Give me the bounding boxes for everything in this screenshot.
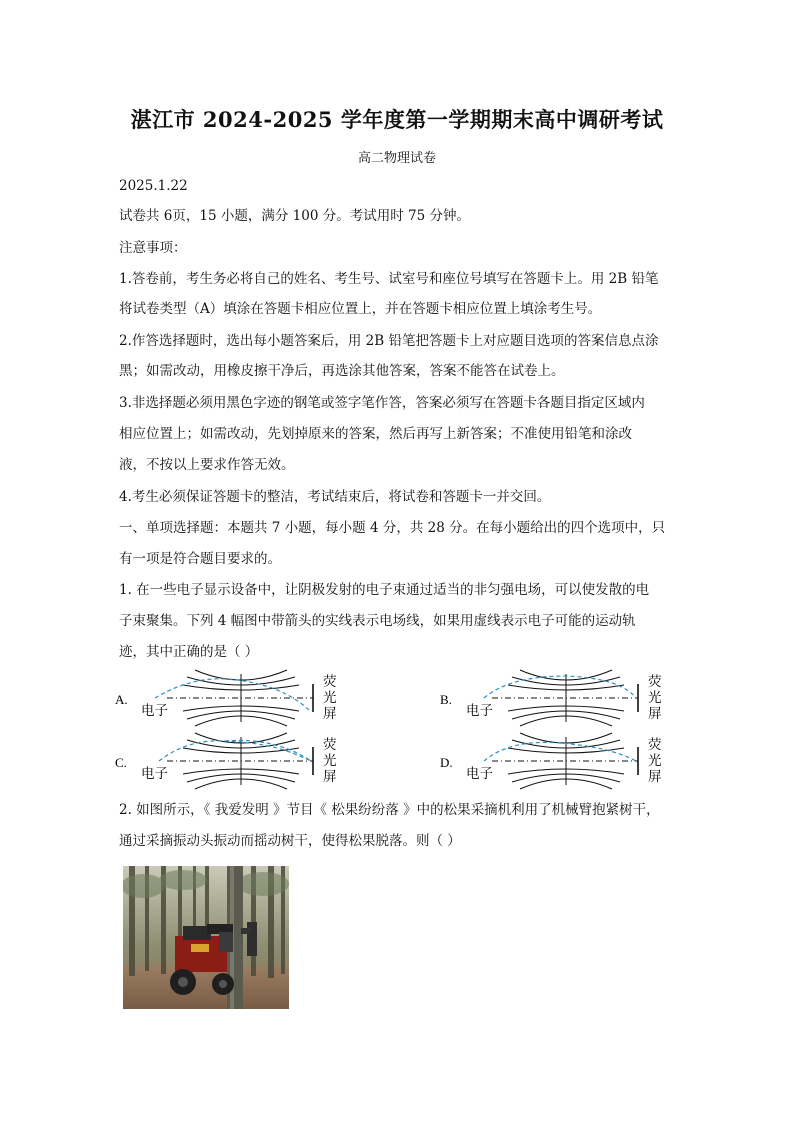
screen-label: 光	[648, 690, 662, 705]
screen-label: 屏	[323, 706, 337, 721]
option-c-diagram	[115, 731, 365, 793]
notes-line: 4.考生必须保证答题卡的整洁，考试结束后，将试卷和答题卡一并交回。	[119, 489, 551, 505]
question-2-text: 通过采摘振动头振动而摇动树干，使得松果脱落。则（ ）	[119, 833, 461, 849]
screen-label: 屏	[323, 769, 337, 784]
notes-heading: 注意事项：	[119, 240, 187, 256]
notes-line: 液，不按以上要求作答无效。	[119, 457, 295, 473]
question-2-text: 2. 如图所示，《 我爱发明 》节目《 松果纷纷落 》中的松果采摘机利用了机械臂抱紧树干，	[119, 802, 660, 818]
exam-summary: 试卷共 6页，15 小题，满分 100 分。考试用时 75 分钟。	[119, 208, 470, 224]
exam-date: 2025.1.22	[119, 178, 188, 194]
screen-label: 荧	[323, 674, 337, 689]
option-letter: A.	[115, 692, 128, 707]
option-letter: B.	[440, 692, 452, 707]
option-letter: D.	[440, 755, 453, 770]
option-a-diagram	[115, 668, 365, 730]
electron-label: 电子	[466, 766, 493, 781]
option-d-diagram	[440, 731, 690, 793]
option-b-diagram	[440, 668, 690, 730]
option-letter: C.	[115, 755, 127, 770]
page-subtitle: 高二物理试卷	[357, 151, 436, 166]
notes-line: 1.答卷前，考生务必将自己的姓名、考生号、试室号和座位号填写在答题卡上。用 2B 铅笔	[119, 271, 659, 287]
notes-line: 2.作答选择题时，选出每小题答案后，用 2B 铅笔把答题卡上对应题目选项的答案信息点涂	[119, 333, 659, 349]
page-title: 湛江市 2024-2025 学年度第一学期期末高中调研考试	[130, 107, 664, 132]
forest-harvester-photo	[123, 866, 289, 1009]
screen-label: 荧	[323, 737, 337, 752]
electron-label: 电子	[141, 703, 168, 718]
screen-label: 光	[648, 753, 662, 768]
electron-label: 电子	[141, 766, 168, 781]
screen-label: 荧	[648, 674, 662, 689]
section-heading: 有一项是符合题目要求的。	[119, 551, 281, 567]
screen-label: 光	[323, 753, 337, 768]
screen-label: 光	[323, 690, 337, 705]
electron-label: 电子	[466, 703, 493, 718]
screen-label: 荧	[648, 737, 662, 752]
screen-label: 屏	[648, 769, 662, 784]
question-1-text: 迹，其中正确的是（ ）	[119, 644, 259, 660]
question-1-text: 子束聚集。下列 4 幅图中带箭头的实线表示电场线，如果用虚线表示电子可能的运动轨	[119, 613, 636, 629]
screen-label: 屏	[648, 706, 662, 721]
notes-line: 3.非选择题必须用黑色字迹的钢笔或签字笔作答，答案必须写在答题卡各题目指定区域内	[119, 395, 645, 411]
question-1-text: 1. 在一些电子显示设备中，让阴极发射的电子束通过适当的非匀强电场，可以使发散的电	[119, 582, 650, 598]
notes-line: 黑；如需改动，用橡皮擦干净后，再选涂其他答案，答案不能答在试卷上。	[119, 363, 565, 379]
section-heading: 一、单项选择题：本题共 7 小题，每小题 4 分，共 28 分。在每小题给出的四个选项中，只	[119, 520, 666, 536]
notes-line: 将试卷类型（A）填涂在答题卡相应位置上，并在答题卡相应位置上填涂考生号。	[119, 301, 602, 317]
notes-line: 相应位置上；如需改动，先划掉原来的答案，然后再写上新答案；不准使用铅笔和涂改	[119, 426, 632, 442]
